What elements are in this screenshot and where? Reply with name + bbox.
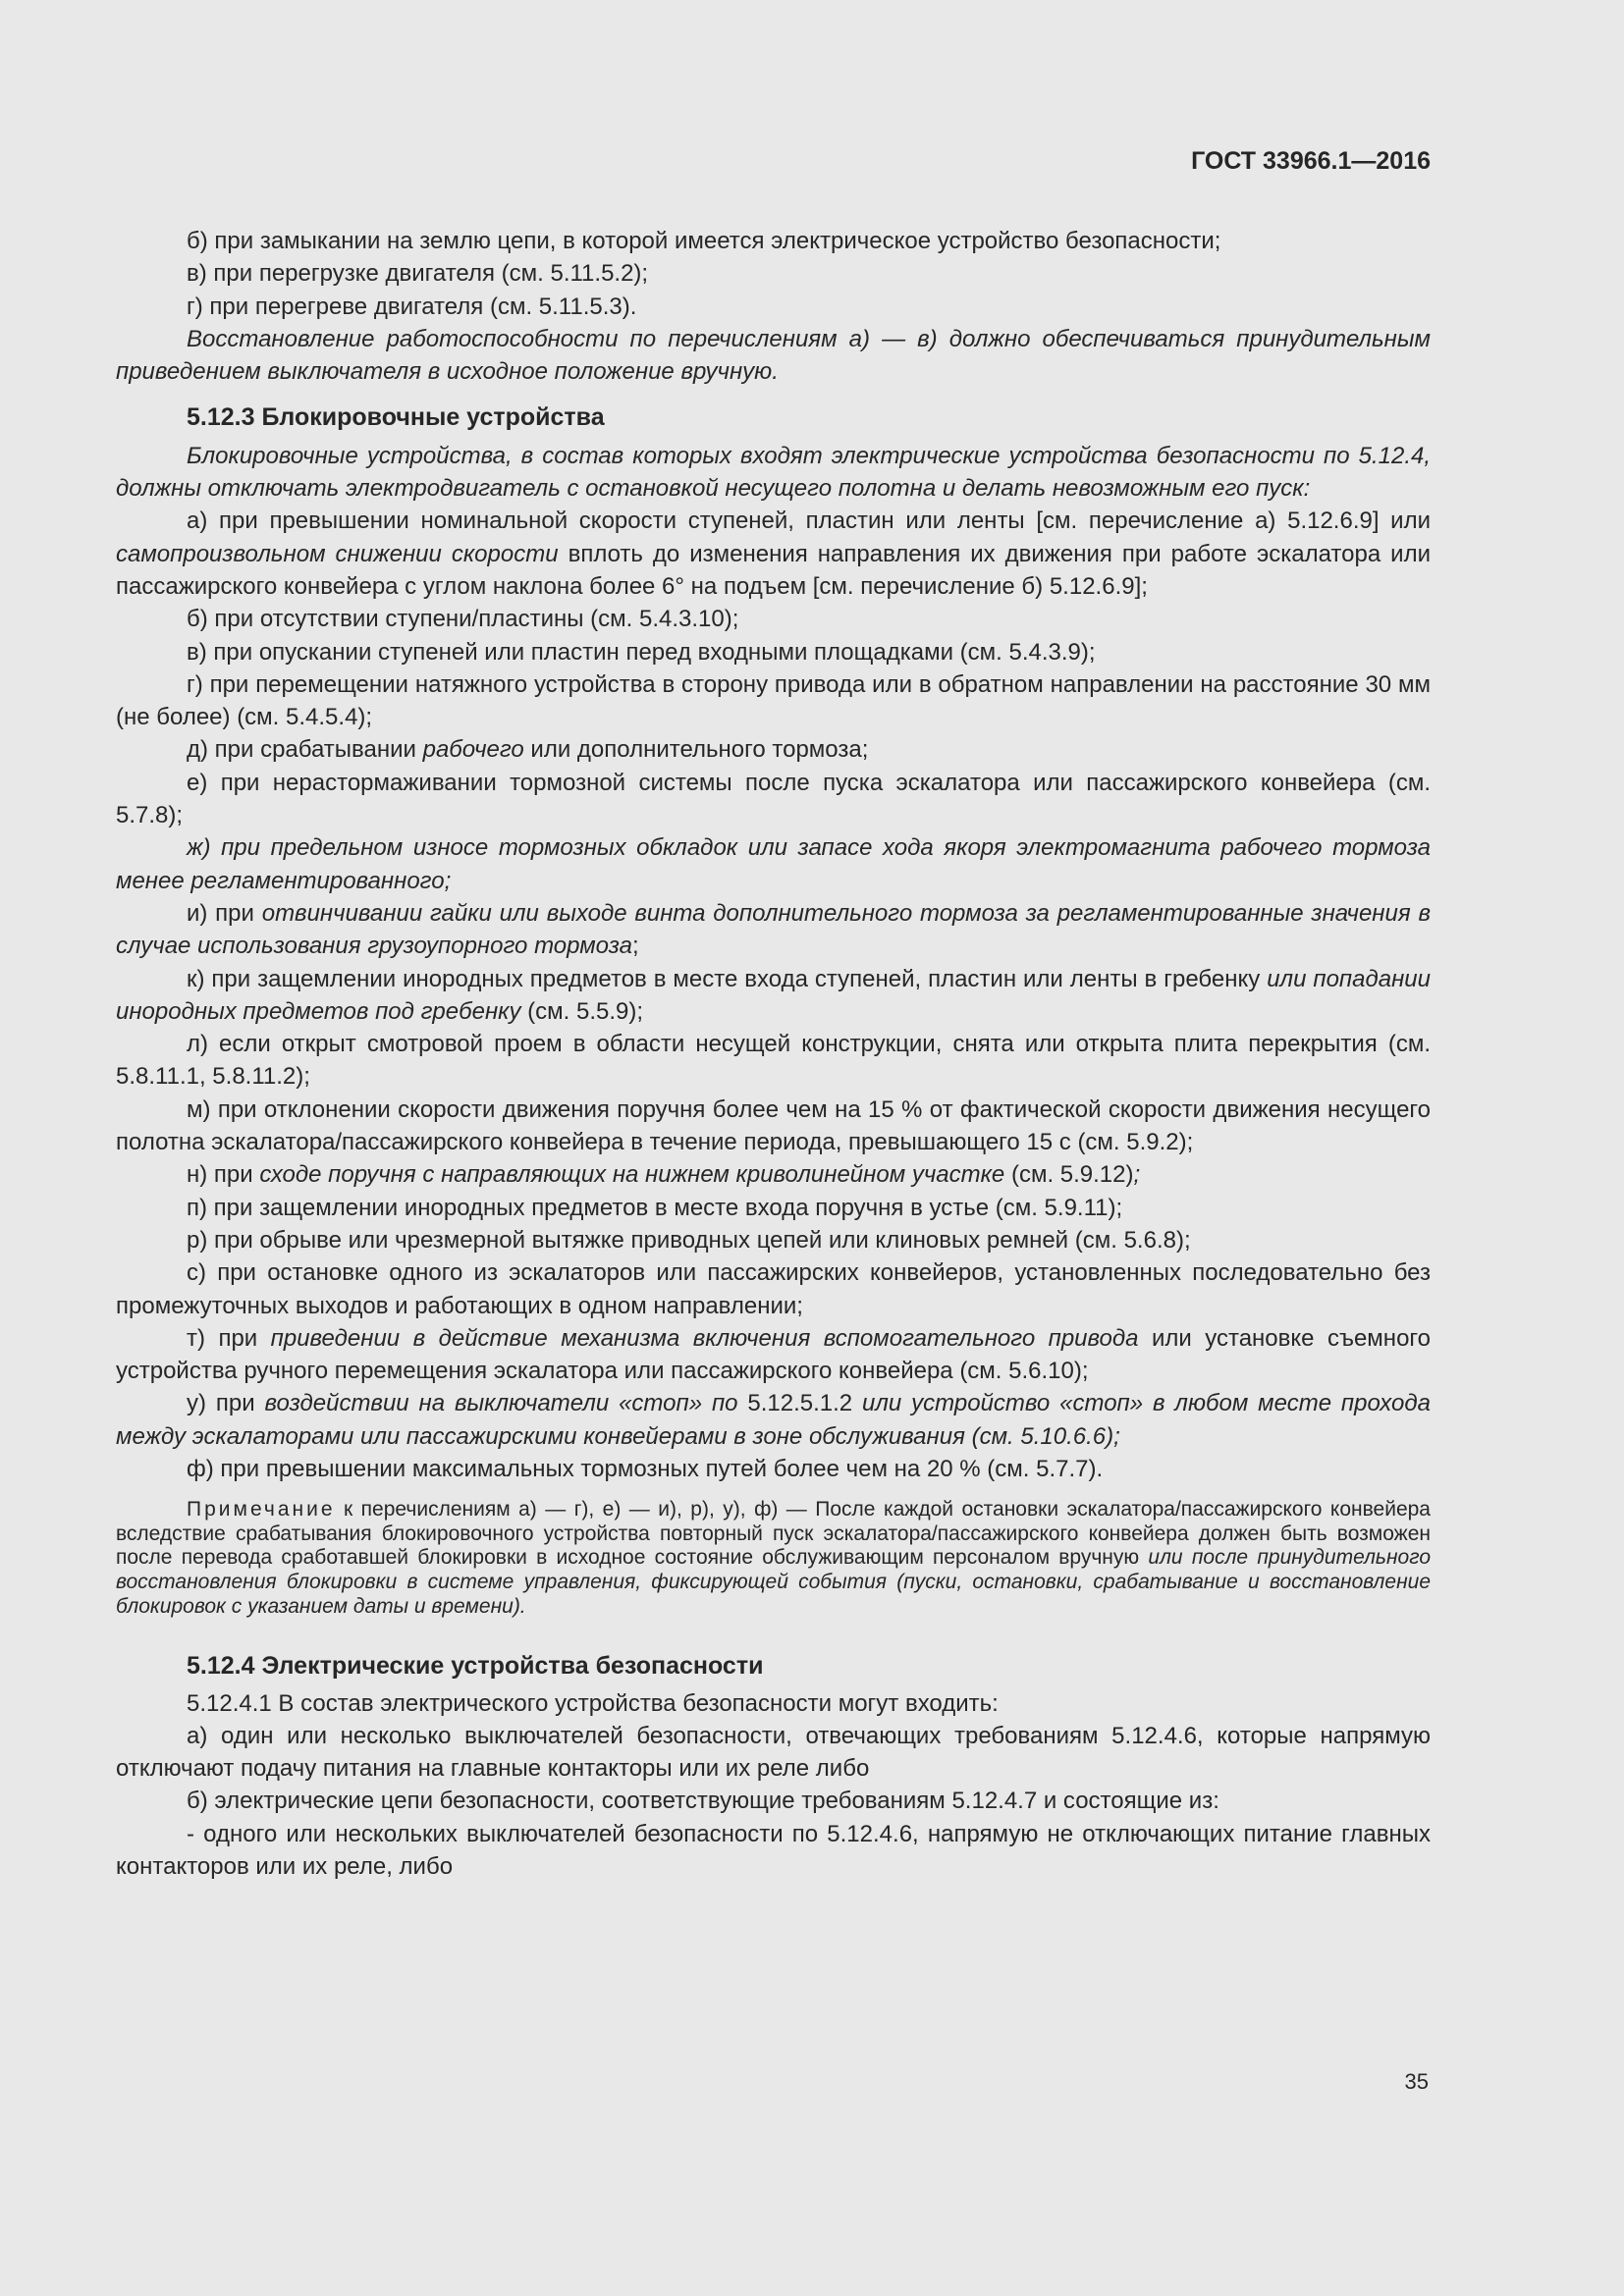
italic-segment: воздействии на выключатели «стоп» по: [264, 1390, 738, 1417]
restoration-paragraph: [116, 323, 1431, 389]
text-segment: н) при: [187, 1161, 260, 1189]
list-item-d: [116, 733, 1431, 766]
restoration-text: Восстановление работоспособности по перечислениям а) — в) должно обеспечиваться принудительным приведением выключателя в исходное положение вручную.: [116, 325, 1431, 386]
text-segment: д) при срабатывании: [187, 736, 423, 764]
list-item-f: ф) при превышении максимальных тормозных путей более чем на 20 % (см. 5.7.7).: [187, 1455, 1104, 1482]
text-segment: или установке съемного устройства ручного перемещения эскалатора или пассажирского конвейера (см. 5.6.10);: [116, 1324, 1431, 1385]
italic-segment: или устройство «стоп» в любом месте прохода между эскалаторами или пассажирскими конвейерами в зоне обслуживания (см. 5.10.6.6);: [116, 1390, 1431, 1450]
list-item-a3: а) один или несколько выключателей безопасности, отвечающих требованиям 5.12.4.6, которые напрямую отключают подачу питания на главные контакторы или их реле либо: [116, 1722, 1431, 1783]
intro-paragraph: [116, 440, 1431, 506]
italic-segment: сходе поручня с направляющих на нижнем криволинейном участке: [259, 1161, 1005, 1189]
document-body: [116, 225, 1431, 1883]
list-item-g: г) при перегреве двигателя (см. 5.11.5.3).: [187, 293, 637, 320]
italic-segment: ж) при предельном износе тормозных обкладок или запасе хода якоря электромагнита рабочего тормоза менее регламентированного;: [116, 834, 1431, 894]
dash-item: - одного или нескольких выключателей безопасности по 5.12.4.6, напрямую не отключающих питание главных контакторов или их реле, либо: [116, 1820, 1431, 1881]
italic-segment: ;: [1133, 1161, 1141, 1189]
section-heading-5-12-4: 5.12.4 Электрические устройства безопасности: [187, 1652, 764, 1681]
italic-segment: приведении в действие механизма включения вспомогательного привода: [270, 1324, 1139, 1352]
intro-text: Блокировочные устройства, в состав которых входят электрические устройства безопасности по 5.12.4, должны отключать электродвигатель с остановкой несущего полотна и делать невозможным его пуск:: [116, 442, 1431, 503]
list-item-n: [116, 1158, 1431, 1191]
paragraph-5-12-4-1: 5.12.4.1 В состав электрического устройства безопасности могут входить:: [187, 1689, 999, 1717]
italic-segment: самопроизвольном снижении скорости: [116, 540, 559, 567]
text-segment: и) при: [187, 899, 262, 927]
list-item-t: [116, 1322, 1431, 1388]
italic-segment: или попадании инородных предметов под гребенку: [116, 965, 1431, 1025]
list-item-k: [116, 963, 1431, 1029]
text-segment: ;: [631, 933, 639, 960]
list-item-p: п) при защемлении инородных предметов в месте входа поручня в устье (см. 5.9.11);: [187, 1194, 1123, 1221]
italic-segment: или после принудительного восстановления блокировки в системе управления, фиксирующей события (пуски, остановки, срабатывание и восстановление блокировок с указанием даты и времени).: [116, 1546, 1431, 1618]
text-segment: (см. 5.9.12): [1004, 1161, 1134, 1189]
list-item-v2: в) при опускании ступеней или пластин перед входными площадками (см. 5.4.3.9);: [187, 638, 1096, 666]
list-item-zh: [116, 831, 1431, 897]
list-item-a: [116, 505, 1431, 603]
list-item-e: е) при нерастормаживании тормозной системы после пуска эскалатора или пассажирского конвейера (см. 5.7.8);: [116, 769, 1431, 829]
note-paragraph: [116, 1498, 1431, 1619]
list-item-b3: б) электрические цепи безопасности, соответствующие требованиям 5.12.4.7 и состоящие из:: [187, 1788, 1219, 1815]
text-segment: к перечислениям а) — г), е) — и), р), у), ф) — После каждой остановки эскалатора/пассажирского конвейера вследствие срабатывания блокировочного устройства повторный пуск эскалатора/пассажирского конвейера должен быть возможен после перевода сработавшей блокировки в исходное состояние обслуживающим персоналом вручную: [116, 1498, 1431, 1570]
list-item-i: [116, 897, 1431, 963]
list-item-v: в) при перегрузке двигателя (см. 5.11.5.2);: [187, 260, 649, 288]
page-number: 35: [1404, 2069, 1429, 2094]
list-item-l: л) если открыт смотровой проем в области несущей конструкции, снята или открыта плита перекрытия (см. 5.8.11.1, 5.8.11.2);: [116, 1031, 1431, 1091]
italic-segment: отвинчивании гайки или выходе винта дополнительного тормоза за регламентированные значения в случае использования грузоупорного тормоза: [116, 899, 1431, 960]
section-heading-5-12-3: 5.12.3 Блокировочные устройства: [187, 403, 605, 432]
text-segment: к) при защемлении инородных предметов в месте входа ступеней, пластин или ленты в гребенку: [187, 965, 1268, 992]
text-segment: (см. 5.5.9);: [520, 997, 644, 1025]
text-segment: вплоть до изменения направления их движения при работе эскалатора или пассажирского конвейера с углом наклона более 6° на подъем [см. перечисление б) 5.12.6.9];: [116, 540, 1432, 600]
list-item-m: м) при отклонении скорости движения поручня более чем на 15 % от фактической скорости движения несущего полотна эскалатора/пассажирского конвейера в течение периода, превышающего 15 с (см. 5.9.2);: [116, 1095, 1431, 1156]
document-header: ГОСТ 33966.1—2016: [1191, 147, 1431, 175]
text-segment: у) при: [187, 1390, 265, 1417]
list-item-u: [116, 1387, 1431, 1453]
text-segment: т) при: [187, 1324, 271, 1352]
list-item-b2: б) при отсутствии ступени/пластины (см. 5.4.3.10);: [187, 606, 739, 633]
text-segment: 5.12.5.1.2: [737, 1390, 863, 1417]
text-segment: а) при превышении номинальной скорости ступеней, пластин или ленты [см. перечисление а) 5.12.6.9] или: [187, 507, 1431, 535]
note-label: Примечание: [187, 1498, 336, 1522]
list-item-b: б) при замыкании на землю цепи, в которой имеется электрическое устройство безопасности;: [187, 228, 1221, 254]
list-item-r: р) при обрыве или чрезмерной вытяжке приводных цепей или клиновых ремней (см. 5.6.8);: [187, 1226, 1191, 1254]
list-item-g2: г) при перемещении натяжного устройства в сторону привода или в обратном направлении на расстояние 30 мм (не более) (см. 5.4.5.4);: [116, 670, 1431, 731]
text-segment: или дополнительного тормоза;: [523, 736, 869, 764]
list-item-s: с) при остановке одного из эскалаторов или пассажирских конвейеров, установленных последовательно без промежуточных выходов и работающих в одном направлении;: [116, 1259, 1431, 1319]
italic-segment: рабочего: [422, 736, 524, 764]
